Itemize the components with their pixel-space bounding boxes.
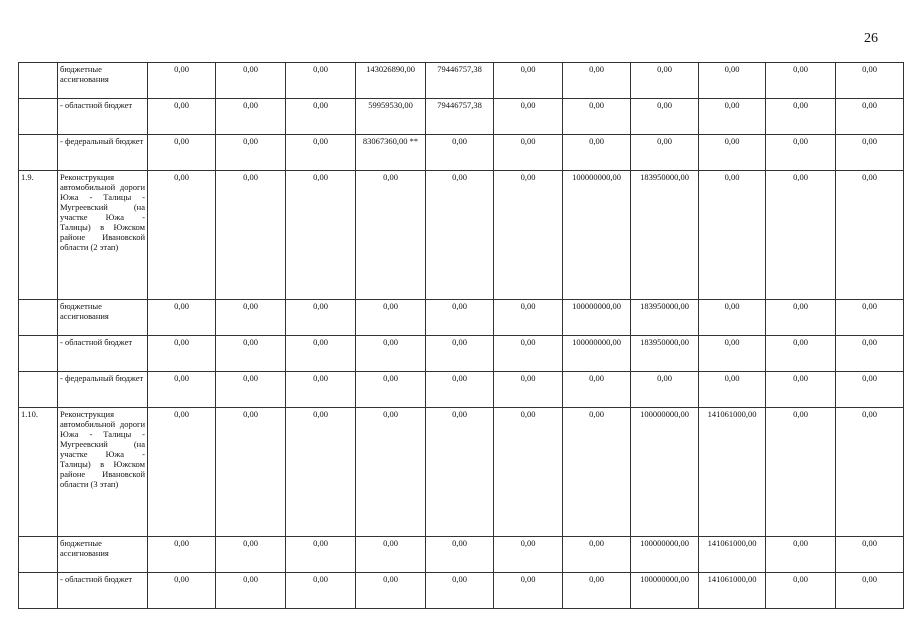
value-cell: 0,00 <box>286 99 356 135</box>
value-cell: 0,00 <box>148 171 216 300</box>
value-cell: 0,00 <box>216 135 286 171</box>
value-cell: 0,00 <box>766 99 836 135</box>
table-row <box>19 336 904 372</box>
table-row <box>19 171 904 300</box>
value-cell: 0,00 <box>426 372 494 408</box>
row-index-cell <box>19 573 58 609</box>
row-index-cell: 1.10. <box>19 408 58 537</box>
value-cell: 0,00 <box>426 135 494 171</box>
row-index-cell: 1.9. <box>19 171 58 300</box>
value-cell: 0,00 <box>766 372 836 408</box>
row-name-cell: - федеральный бюджет <box>58 372 148 408</box>
row-index-cell <box>19 372 58 408</box>
value-cell: 0,00 <box>699 135 766 171</box>
value-cell: 0,00 <box>286 408 356 537</box>
row-index-cell <box>19 135 58 171</box>
row-name-cell: бюджетные ассигнования <box>58 63 148 99</box>
row-index-cell <box>19 537 58 573</box>
value-cell: 0,00 <box>148 573 216 609</box>
value-cell: 100000000,00 <box>631 573 699 609</box>
value-cell: 0,00 <box>494 171 563 300</box>
value-cell: 0,00 <box>216 573 286 609</box>
value-cell: 100000000,00 <box>563 300 631 336</box>
table-row <box>19 537 904 573</box>
value-cell: 0,00 <box>148 408 216 537</box>
value-cell: 0,00 <box>216 171 286 300</box>
row-name-cell: Реконструкция автомобильной дороги Южа - Талицы - Мугреевский (на участке Южа - Талицы) в Южском районе Ивановской области (2 этап) <box>58 171 148 300</box>
value-cell: 0,00 <box>286 573 356 609</box>
value-cell: 0,00 <box>286 63 356 99</box>
value-cell: 0,00 <box>631 135 699 171</box>
value-cell: 0,00 <box>766 537 836 573</box>
table-row <box>19 573 904 609</box>
value-cell: 0,00 <box>216 99 286 135</box>
value-cell: 0,00 <box>699 63 766 99</box>
table-row <box>19 408 904 537</box>
value-cell: 0,00 <box>356 336 426 372</box>
value-cell: 141061000,00 <box>699 408 766 537</box>
value-cell: 0,00 <box>766 63 836 99</box>
value-cell: 0,00 <box>836 63 904 99</box>
value-cell: 79446757,38 <box>426 63 494 99</box>
value-cell: 0,00 <box>836 372 904 408</box>
row-name-cell: - областной бюджет <box>58 573 148 609</box>
value-cell: 0,00 <box>426 408 494 537</box>
value-cell: 100000000,00 <box>631 537 699 573</box>
value-cell: 0,00 <box>563 99 631 135</box>
table-body <box>19 63 904 609</box>
value-cell: 0,00 <box>426 573 494 609</box>
value-cell: 141061000,00 <box>699 537 766 573</box>
value-cell: 0,00 <box>494 135 563 171</box>
value-cell: 0,00 <box>426 300 494 336</box>
value-cell: 59959530,00 <box>356 99 426 135</box>
value-cell: 0,00 <box>148 135 216 171</box>
value-cell: 0,00 <box>356 573 426 609</box>
value-cell: 0,00 <box>631 372 699 408</box>
value-cell: 0,00 <box>148 99 216 135</box>
value-cell: 0,00 <box>563 537 631 573</box>
value-cell: 0,00 <box>286 537 356 573</box>
row-name-cell: - областной бюджет <box>58 336 148 372</box>
value-cell: 0,00 <box>563 372 631 408</box>
value-cell: 0,00 <box>766 171 836 300</box>
value-cell: 0,00 <box>286 171 356 300</box>
value-cell: 79446757,38 <box>426 99 494 135</box>
page-number: 26 <box>864 31 878 46</box>
value-cell: 0,00 <box>148 300 216 336</box>
value-cell: 100000000,00 <box>563 336 631 372</box>
value-cell: 0,00 <box>563 573 631 609</box>
value-cell: 0,00 <box>836 171 904 300</box>
value-cell: 0,00 <box>563 63 631 99</box>
value-cell: 83067360,00 ** <box>356 135 426 171</box>
value-cell: 0,00 <box>426 171 494 300</box>
value-cell: 0,00 <box>356 300 426 336</box>
value-cell: 0,00 <box>836 336 904 372</box>
value-cell: 0,00 <box>699 300 766 336</box>
value-cell: 0,00 <box>766 408 836 537</box>
value-cell: 0,00 <box>766 300 836 336</box>
value-cell: 183950000,00 <box>631 171 699 300</box>
value-cell: 183950000,00 <box>631 336 699 372</box>
value-cell: 0,00 <box>836 537 904 573</box>
value-cell: 0,00 <box>836 135 904 171</box>
value-cell: 0,00 <box>426 336 494 372</box>
value-cell: 0,00 <box>148 372 216 408</box>
value-cell: 0,00 <box>836 408 904 537</box>
value-cell: 100000000,00 <box>563 171 631 300</box>
row-index-cell <box>19 99 58 135</box>
value-cell: 0,00 <box>356 537 426 573</box>
value-cell: 0,00 <box>766 135 836 171</box>
row-name-cell: - областной бюджет <box>58 99 148 135</box>
value-cell: 0,00 <box>563 135 631 171</box>
row-name-cell: бюджетные ассигнования <box>58 537 148 573</box>
value-cell: 0,00 <box>216 372 286 408</box>
value-cell: 0,00 <box>699 372 766 408</box>
row-name-cell: Реконструкция автомобильной дороги Южа - Талицы - Мугреевский (на участке Южа - Талицы) в Южском районе Ивановской области (3 этап) <box>58 408 148 537</box>
row-index-cell <box>19 300 58 336</box>
value-cell: 0,00 <box>494 99 563 135</box>
value-cell: 0,00 <box>148 537 216 573</box>
value-cell: 0,00 <box>699 171 766 300</box>
value-cell: 0,00 <box>286 300 356 336</box>
value-cell: 183950000,00 <box>631 300 699 336</box>
value-cell: 0,00 <box>216 537 286 573</box>
value-cell: 0,00 <box>494 573 563 609</box>
value-cell: 0,00 <box>699 99 766 135</box>
value-cell: 0,00 <box>631 99 699 135</box>
value-cell: 141061000,00 <box>699 573 766 609</box>
table-row <box>19 135 904 171</box>
value-cell: 0,00 <box>494 408 563 537</box>
row-index-cell <box>19 336 58 372</box>
value-cell: 0,00 <box>631 63 699 99</box>
row-index-cell <box>19 63 58 99</box>
value-cell: 0,00 <box>356 171 426 300</box>
value-cell: 0,00 <box>494 336 563 372</box>
value-cell: 0,00 <box>836 573 904 609</box>
row-name-cell: - федеральный бюджет <box>58 135 148 171</box>
value-cell: 0,00 <box>216 300 286 336</box>
value-cell: 0,00 <box>766 336 836 372</box>
value-cell: 0,00 <box>286 372 356 408</box>
value-cell: 0,00 <box>216 63 286 99</box>
value-cell: 0,00 <box>494 537 563 573</box>
value-cell: 0,00 <box>356 372 426 408</box>
value-cell: 0,00 <box>766 573 836 609</box>
table-row <box>19 372 904 408</box>
value-cell: 0,00 <box>216 408 286 537</box>
table-row <box>19 99 904 135</box>
value-cell: 0,00 <box>356 408 426 537</box>
value-cell: 0,00 <box>286 135 356 171</box>
table-row <box>19 300 904 336</box>
budget-table <box>18 62 904 609</box>
value-cell: 143026890,00 <box>356 63 426 99</box>
value-cell: 0,00 <box>494 63 563 99</box>
value-cell: 100000000,00 <box>631 408 699 537</box>
value-cell: 0,00 <box>286 336 356 372</box>
value-cell: 0,00 <box>563 408 631 537</box>
value-cell: 0,00 <box>426 537 494 573</box>
row-name-cell: бюджетные ассигнования <box>58 300 148 336</box>
value-cell: 0,00 <box>836 300 904 336</box>
value-cell: 0,00 <box>148 63 216 99</box>
value-cell: 0,00 <box>836 99 904 135</box>
value-cell: 0,00 <box>148 336 216 372</box>
value-cell: 0,00 <box>699 336 766 372</box>
value-cell: 0,00 <box>494 372 563 408</box>
table-row <box>19 63 904 99</box>
value-cell: 0,00 <box>216 336 286 372</box>
value-cell: 0,00 <box>494 300 563 336</box>
